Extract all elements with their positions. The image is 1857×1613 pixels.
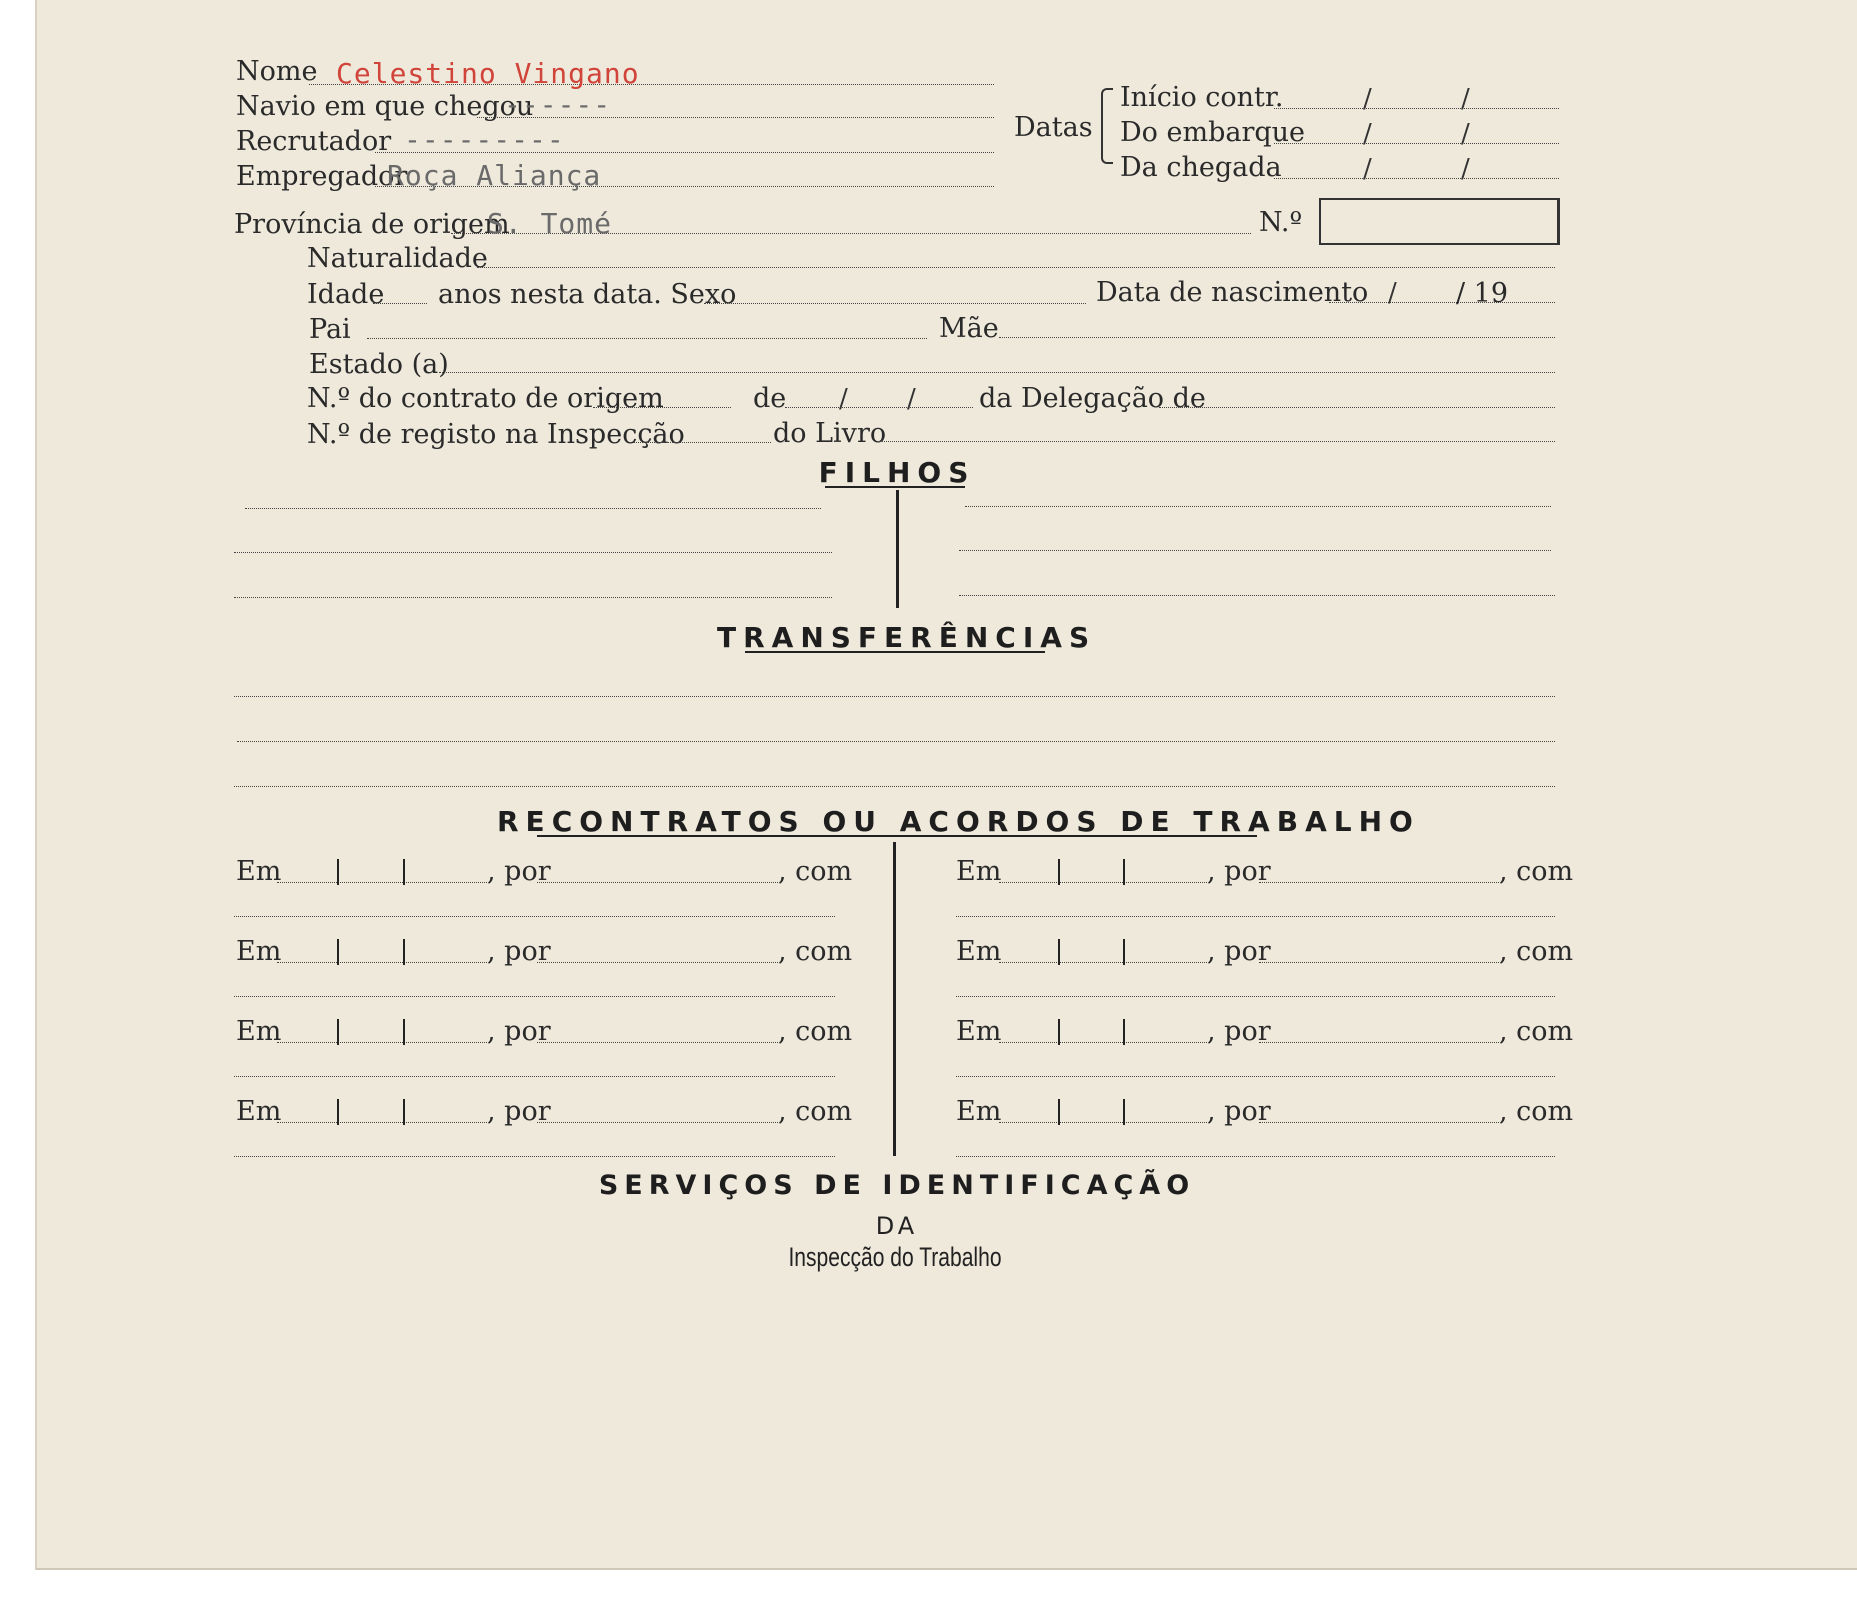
recontrato-por-line[interactable]: [1259, 1042, 1499, 1043]
recontrato-em-label: Em: [956, 1096, 1002, 1127]
delegacao-line[interactable]: [1159, 407, 1555, 408]
filhos-heading: FILHOS: [818, 456, 976, 489]
recontrato-com-label: , com: [1499, 936, 1574, 967]
recontrato-com-label: , com: [1499, 1096, 1574, 1127]
inicio-date-line[interactable]: [1274, 108, 1559, 109]
date-separator: [1123, 859, 1125, 885]
recontrato-por-line[interactable]: [537, 1042, 778, 1043]
recontrato-por-label: , por: [1207, 1096, 1271, 1127]
recontrato-por-label: , por: [1207, 856, 1271, 887]
date-separator: [403, 1099, 405, 1125]
footer-inspeccao: Inspecção do Trabalho: [788, 1242, 1002, 1272]
slash: /: [1461, 84, 1470, 114]
idade-line[interactable]: [373, 303, 427, 304]
date-separator: [1058, 1019, 1060, 1045]
recontrato-em-label: Em: [956, 856, 1002, 887]
nascimento-label: Data de nascimento: [1096, 277, 1369, 308]
naturalidade-label: Naturalidade: [307, 243, 488, 274]
nascimento-year-prefix: / 19: [1456, 278, 1509, 309]
recontrato-date-line[interactable]: [999, 1122, 1207, 1123]
recontrato-por-label: , por: [487, 1016, 551, 1047]
inicio-label: Início contr.: [1120, 82, 1284, 113]
slash: /: [1363, 119, 1372, 149]
recontrato-com-label: , com: [778, 1016, 853, 1047]
recontrato-com-line[interactable]: [956, 1156, 1555, 1157]
recontratos-heading: RECONTRATOS OU ACORDOS DE TRABALHO: [497, 805, 1420, 838]
livro-line[interactable]: [879, 441, 1555, 442]
contrato-label: N.º do contrato de origem: [307, 383, 664, 414]
filhos-line[interactable]: [234, 597, 832, 598]
recontrato-por-line[interactable]: [1259, 882, 1499, 883]
sexo-line[interactable]: [704, 303, 1086, 304]
recontrato-por-label: , por: [487, 856, 551, 887]
chegada-date-line[interactable]: [1274, 178, 1559, 179]
idade-label: Idade: [307, 279, 385, 310]
recontrato-em-label: Em: [236, 856, 282, 887]
recontrato-com-line[interactable]: [234, 1156, 835, 1157]
nascimento-line[interactable]: [1329, 302, 1555, 303]
numero-box[interactable]: [1319, 198, 1560, 245]
recontrato-date-line[interactable]: [999, 962, 1207, 963]
recontrato-com-line[interactable]: [234, 1076, 835, 1077]
pai-label: Pai: [309, 314, 351, 345]
recontrato-com-line[interactable]: [956, 1076, 1555, 1077]
livro-label: do Livro: [773, 418, 887, 449]
filhos-line[interactable]: [245, 508, 821, 509]
transferencia-line[interactable]: [237, 741, 1555, 742]
recontrato-por-line[interactable]: [537, 882, 778, 883]
recontrato-em-label: Em: [956, 936, 1002, 967]
nome-value: Celestino Vingano: [336, 57, 640, 90]
recontrato-com-line[interactable]: [234, 916, 835, 917]
recontratos-divider: [893, 842, 896, 1156]
date-separator: [337, 939, 339, 965]
registo-label: N.º de registo na Inspecção: [307, 419, 685, 450]
filhos-line[interactable]: [965, 506, 1551, 507]
recontrato-com-label: , com: [778, 1096, 853, 1127]
date-separator: [403, 1019, 405, 1045]
recontrato-date-line[interactable]: [277, 1122, 487, 1123]
pai-line[interactable]: [367, 338, 927, 339]
navio-value: ------: [504, 88, 612, 121]
recontrato-em-label: Em: [236, 1096, 282, 1127]
recontrato-por-line[interactable]: [1259, 962, 1499, 963]
recontrato-por-line[interactable]: [1259, 1122, 1499, 1123]
de-label: de: [753, 383, 787, 414]
slash: /: [1363, 84, 1372, 114]
filhos-line[interactable]: [959, 595, 1555, 596]
datas-label: Datas: [1014, 112, 1093, 143]
recontratos-underline: [537, 835, 1257, 837]
recontrato-date-line[interactable]: [277, 882, 487, 883]
transferencia-line[interactable]: [234, 786, 1555, 787]
provincia-value: S. Tomé: [487, 207, 613, 240]
filhos-line[interactable]: [959, 550, 1551, 551]
date-separator: [1058, 939, 1060, 965]
transferencia-line[interactable]: [234, 696, 1555, 697]
chegada-label: Da chegada: [1120, 152, 1282, 183]
delegacao-label: da Delegação de: [979, 383, 1206, 414]
empregador-value: Roça Aliança: [387, 159, 602, 192]
recontrato-date-line[interactable]: [999, 1042, 1207, 1043]
transferencias-underline: [745, 651, 1045, 653]
identification-card: [35, 0, 1857, 1570]
datas-brace: [1101, 88, 1113, 164]
filhos-underline: [825, 486, 965, 488]
slash: /: [839, 384, 848, 414]
recontrato-date-line[interactable]: [277, 1042, 487, 1043]
recontrato-por-line[interactable]: [537, 962, 778, 963]
empregador-label: Empregador: [236, 161, 408, 192]
date-separator: [1123, 1019, 1125, 1045]
provincia-label: Província de origem: [234, 209, 510, 240]
date-separator: [1123, 939, 1125, 965]
navio-label: Navio em que chegou: [236, 91, 534, 122]
recontrato-com-label: , com: [778, 856, 853, 887]
registo-line[interactable]: [633, 442, 771, 443]
recrutador-label: Recrutador: [236, 126, 392, 157]
estado-line[interactable]: [439, 372, 1555, 373]
numero-label: N.º: [1259, 207, 1303, 238]
footer-da: DA: [875, 1212, 919, 1240]
filhos-line[interactable]: [234, 552, 832, 553]
recontrato-com-line[interactable]: [956, 916, 1555, 917]
contrato-date-line[interactable]: [785, 407, 973, 408]
recontrato-com-line[interactable]: [956, 996, 1555, 997]
anos-sexo-label: anos nesta data. Sexo: [438, 279, 737, 310]
recontrato-por-label: , por: [1207, 1016, 1271, 1047]
embarque-label: Do embarque: [1120, 117, 1306, 148]
slash: /: [907, 384, 916, 414]
date-separator: [403, 859, 405, 885]
embarque-date-line[interactable]: [1274, 143, 1559, 144]
recrutador-value: ---------: [404, 123, 565, 156]
recontrato-por-label: , por: [487, 936, 551, 967]
estado-label: Estado (a): [309, 349, 449, 380]
transferencias-heading: TRANSFERÊNCIAS: [717, 621, 1097, 654]
date-separator: [337, 1019, 339, 1045]
recontrato-date-line[interactable]: [277, 962, 487, 963]
slash: /: [1461, 154, 1470, 184]
date-separator: [337, 859, 339, 885]
nome-label: Nome: [236, 56, 318, 87]
footer-title: SERVIÇOS DE IDENTIFICAÇÃO: [598, 1170, 1196, 1201]
recontrato-date-line[interactable]: [999, 882, 1207, 883]
slash: /: [1363, 154, 1372, 184]
recontrato-com-line[interactable]: [234, 996, 835, 997]
contrato-line[interactable]: [593, 407, 731, 408]
date-separator: [337, 1099, 339, 1125]
mae-label: Mãe: [939, 313, 999, 344]
recontrato-com-label: , com: [1499, 856, 1574, 887]
date-separator: [1058, 859, 1060, 885]
recontrato-com-label: , com: [778, 936, 853, 967]
date-separator: [1058, 1099, 1060, 1125]
recontrato-por-label: , por: [1207, 936, 1271, 967]
recontrato-por-label: , por: [487, 1096, 551, 1127]
recontrato-por-line[interactable]: [537, 1122, 778, 1123]
recontrato-em-label: Em: [956, 1016, 1002, 1047]
recontrato-em-label: Em: [236, 1016, 282, 1047]
recontrato-com-label: , com: [1499, 1016, 1574, 1047]
filhos-divider: [896, 490, 899, 608]
recontrato-em-label: Em: [236, 936, 282, 967]
mae-line[interactable]: [999, 337, 1555, 338]
slash: /: [1461, 119, 1470, 149]
slash: /: [1388, 278, 1397, 308]
date-separator: [403, 939, 405, 965]
date-separator: [1123, 1099, 1125, 1125]
naturalidade-line[interactable]: [477, 267, 1555, 268]
